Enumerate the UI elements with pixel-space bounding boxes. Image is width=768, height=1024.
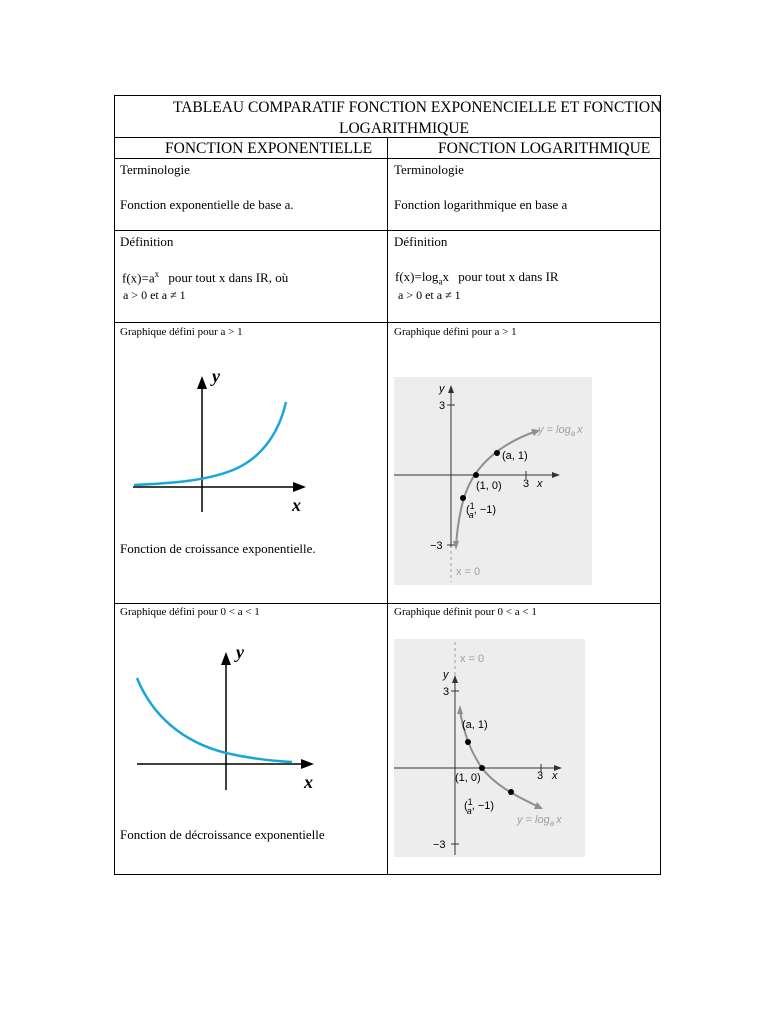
- exp-decay-x-label: x: [304, 772, 313, 792]
- log-down-y-tick-minus3: −3: [433, 839, 446, 851]
- terminology-text-left: Fonction exponentielle de base a.: [120, 197, 294, 212]
- exp-growth-x-arrow: [293, 482, 306, 492]
- log-up-point-10: [473, 472, 479, 478]
- exp-growth-y-label: y: [212, 366, 220, 386]
- column-head-exponential: FONCTION EXPONENTIELLE: [165, 140, 373, 157]
- log-formula-base: a: [438, 276, 443, 287]
- log-up-curve-label-prefix: y = log: [538, 424, 571, 436]
- log-down-curve-label-prefix: y = log: [517, 814, 550, 826]
- table-title-line2: LOGARITHMIQUE: [339, 120, 470, 137]
- definition-condition-left: a > 0 et a ≠ 1: [123, 288, 186, 302]
- exp-formula-domain: pour tout x dans IR, où: [168, 270, 289, 286]
- log-down-point-inv: [508, 789, 514, 795]
- log-down-y-label: y: [443, 669, 449, 681]
- growth-caption-right: Graphique défini pour a > 1: [394, 326, 517, 338]
- exp-growth-graph: [128, 362, 318, 517]
- log-down-point-a1: [465, 739, 471, 745]
- log-down-point-inv-paren: (: [464, 800, 468, 812]
- log-down-curve-label-base: a: [549, 819, 555, 828]
- log-down-point-10-label: (1, 0): [455, 772, 481, 784]
- log-down-curve-label: [516, 814, 562, 828]
- log-up-y-label: y: [439, 383, 445, 395]
- log-up-curve-label-base: a: [570, 429, 576, 438]
- log-formula: f(x)=log: [395, 269, 439, 284]
- log-down-x-label: x: [552, 770, 558, 782]
- log-up-curve-label-suffix: x: [577, 424, 583, 436]
- log-up-point-10-label: (1, 0): [476, 480, 502, 492]
- log-up-point-inv-val: , −1): [473, 504, 497, 516]
- terminology-label-left: Terminologie: [120, 162, 190, 177]
- exp-decay-x-arrow: [301, 759, 314, 769]
- log-down-curve-label-suffix: x: [556, 814, 562, 826]
- log-up-x-tick-3: 3: [523, 478, 530, 490]
- log-formula-var: x: [442, 269, 449, 284]
- exp-formula: f(x)=a: [122, 270, 155, 286]
- log-up-x-label: x: [537, 478, 543, 490]
- log-up-y-tick-3: 3: [439, 400, 446, 412]
- log-down-x-tick-3: 3: [537, 770, 544, 782]
- exp-growth-curve: [134, 402, 286, 485]
- terminology-text-right: Fonction logarithmique en base a: [394, 197, 568, 212]
- definition-formula-right: [395, 270, 559, 287]
- log-up-asymptote-label: x = 0: [456, 566, 481, 578]
- table-border-left: [114, 95, 115, 875]
- exp-growth-y-arrow: [197, 376, 207, 389]
- log-down-point-inv-val: , −1): [471, 800, 495, 812]
- exp-decay-y-arrow: [221, 652, 231, 665]
- log-down-point-a1-label: (a, 1): [462, 719, 488, 731]
- decay-caption-right: Graphique définit pour 0 < a < 1: [394, 606, 537, 618]
- log-up-y-tick-minus3: −3: [430, 540, 443, 552]
- definition-label-right: Définition: [394, 234, 448, 249]
- log-down-point-inv-den: a: [466, 806, 472, 816]
- log-up-point-inv-den: a: [468, 510, 474, 520]
- log-graph-decreasing: [394, 639, 585, 857]
- log-down-asymptote-label: x = 0: [460, 653, 485, 665]
- definition-formula-left: [122, 270, 288, 284]
- exp-formula-exponent: x: [154, 269, 160, 279]
- log-formula-domain: pour tout x dans IR: [458, 269, 559, 284]
- definition-condition-right: a > 0 et a ≠ 1: [398, 288, 461, 302]
- log-down-point-10: [479, 765, 485, 771]
- log-graph-increasing: [394, 377, 592, 585]
- decay-footer-left: Fonction de décroissance exponentielle: [120, 827, 325, 842]
- table-border-middle: [387, 137, 388, 875]
- definition-label-left: Définition: [120, 234, 174, 249]
- table-title-line1: TABLEAU COMPARATIF FONCTION EXPONENCIELLE ET FONCTION: [173, 99, 662, 116]
- log-down-y-tick-3: 3: [443, 686, 450, 698]
- log-up-point-inv: [460, 495, 466, 501]
- growth-caption-left: Graphique défini pour a > 1: [120, 326, 243, 338]
- exp-decay-graph: [132, 640, 322, 795]
- decay-caption-left: Graphique défini pour 0 < a < 1: [120, 606, 260, 618]
- growth-footer-left: Fonction de croissance exponentielle.: [120, 541, 316, 556]
- log-up-point-a1: [494, 450, 500, 456]
- table-border-right: [660, 95, 661, 875]
- log-up-curve-label: [537, 424, 583, 438]
- exp-decay-y-label: y: [236, 642, 244, 662]
- log-up-point-a1-label: (a, 1): [502, 450, 528, 462]
- exp-growth-x-label: x: [292, 495, 301, 515]
- exp-decay-curve: [137, 678, 292, 762]
- log-up-point-inv-paren: (: [466, 504, 470, 516]
- table-border-top: [114, 95, 661, 96]
- log-down-point-inv-num: 1: [467, 797, 473, 807]
- column-head-logarithmic: FONCTION LOGARITHMIQUE: [438, 140, 651, 157]
- log-up-point-inv-num: 1: [469, 501, 475, 511]
- terminology-label-right: Terminologie: [394, 162, 464, 177]
